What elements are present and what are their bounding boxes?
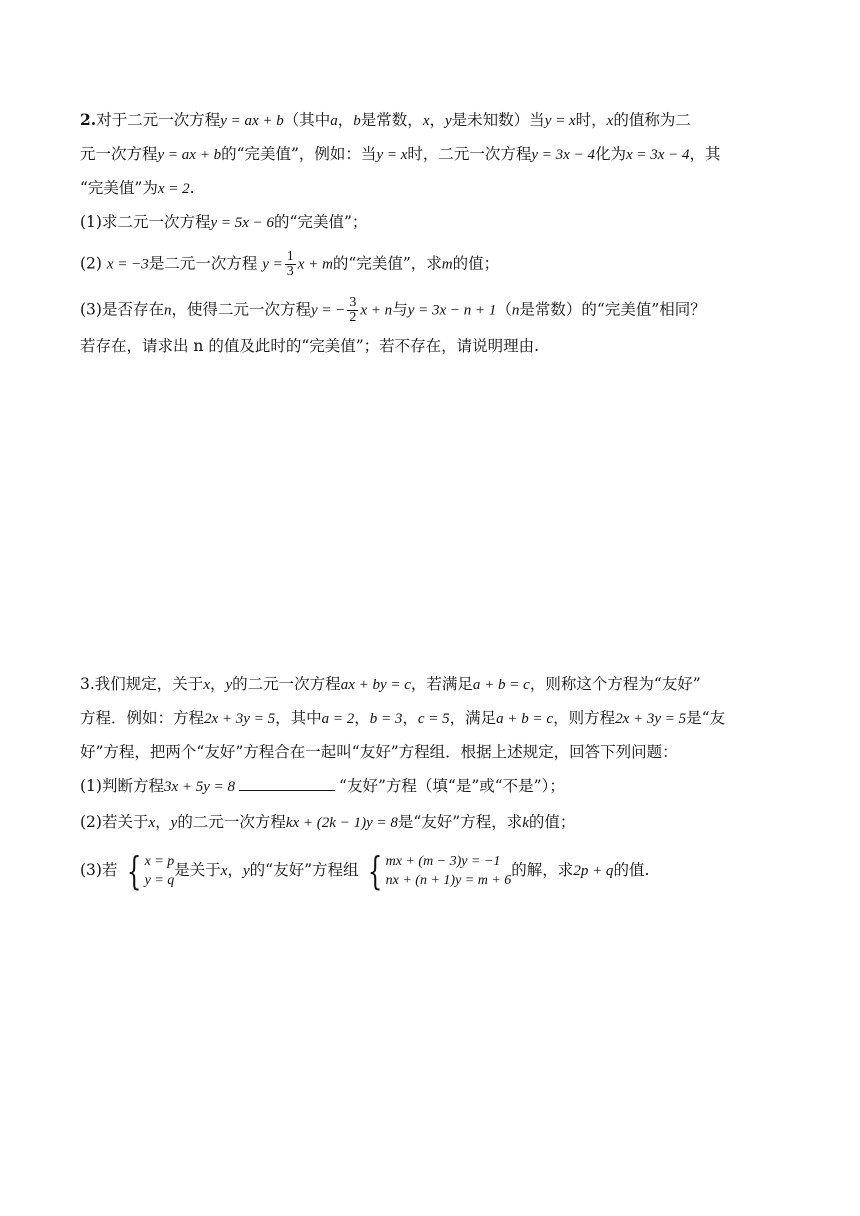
text: ，其	[689, 145, 721, 163]
q3-part2	[80, 810, 784, 835]
equation: b = 3	[369, 711, 403, 727]
q2-line1	[80, 108, 784, 133]
part-number: (1)	[80, 777, 102, 795]
equation: x = −3	[106, 256, 149, 273]
q3-line2	[80, 706, 784, 731]
equation: a = 2	[321, 711, 355, 727]
solution-system	[122, 849, 175, 893]
text: 求二元一次方程	[101, 213, 211, 231]
text: ，	[337, 111, 354, 129]
text: ，则方程	[553, 709, 616, 727]
var: y	[242, 863, 250, 879]
equation: kx + (2k − 1)y = 8	[285, 815, 398, 831]
q2-number: 2.	[80, 110, 97, 129]
text: ，	[429, 111, 445, 129]
left-brace: {	[127, 849, 142, 893]
text: 的值称为二	[613, 111, 691, 129]
part-number: (3)	[80, 300, 102, 319]
text: 对于二元一次方程	[96, 111, 221, 129]
equation: ax + by = c	[340, 677, 411, 693]
numerator: 3	[349, 295, 357, 310]
text: 是“友	[686, 709, 726, 727]
equation: x + n	[360, 302, 393, 319]
text: 若关于	[101, 813, 149, 831]
text: 的“完美值”；	[274, 213, 368, 231]
q3-line3: 好”方程，把两个“友好”方程合在一起叫“友好”方程组．根据上述规定，回答下列问题：	[80, 743, 678, 761]
text: ，其中	[275, 709, 322, 727]
equation: y = x	[544, 113, 576, 129]
text: 是二元一次方程	[148, 254, 258, 273]
text: 的“完美值”，求	[332, 254, 442, 273]
equation: 2x + 3y = 5	[615, 711, 687, 727]
var: m	[441, 256, 453, 273]
denominator: 2	[349, 310, 357, 325]
text: .	[189, 179, 195, 197]
q2-line3	[80, 176, 784, 201]
q3-number: 3.	[80, 675, 95, 693]
var: x	[220, 863, 228, 879]
equation: 3x + 5y = 8	[163, 779, 236, 795]
text: “友好”方程（填“是”或“不是”）；	[339, 777, 565, 795]
text: 是关于	[174, 861, 221, 879]
q2-part2	[80, 250, 784, 279]
text: ，	[402, 709, 418, 727]
var: n	[163, 302, 172, 319]
var: y	[170, 815, 178, 831]
system-row: y = q	[144, 873, 175, 888]
text: 若	[101, 861, 118, 879]
denominator: 3	[286, 264, 294, 279]
equation: a + b = c	[496, 711, 554, 727]
numerator: 1	[286, 249, 294, 264]
equation: x = 3x − 4	[625, 147, 690, 163]
text: “完美值”为	[80, 179, 158, 197]
equation: y = 3x − 4	[531, 147, 595, 163]
text: 是常数）的“完美值”相同？	[519, 300, 706, 319]
text: 的解，求	[511, 861, 574, 879]
var: a	[330, 113, 338, 129]
text: 的二元一次方程	[177, 813, 286, 831]
text: （	[496, 300, 512, 319]
text: ，使得二元一次方程	[171, 300, 311, 319]
text: ，	[227, 861, 243, 879]
q2-line2	[80, 142, 784, 167]
text: 的“完美值”，例如：当	[221, 145, 377, 163]
equation: y = 3x − n + 1	[407, 302, 497, 319]
fraction	[347, 296, 358, 325]
text: 的值；	[452, 254, 500, 273]
var: b	[353, 113, 361, 129]
text: 是“友好”方程，求	[397, 813, 523, 831]
text: 判断方程	[101, 777, 164, 795]
var: y	[225, 677, 233, 693]
text: 的值.	[613, 861, 650, 879]
var: x	[148, 815, 156, 831]
q2-part3	[80, 296, 784, 325]
equation: c = 5	[417, 711, 450, 727]
part-number: (3)	[80, 861, 102, 879]
text: ，则称这个方程为“友好”	[529, 675, 701, 693]
text: 元一次方程	[80, 145, 158, 163]
equation: 2x + 3y = 5	[204, 711, 276, 727]
text: 是常数，	[360, 111, 423, 129]
equation: y = ax + b	[220, 113, 284, 129]
q2-part1	[80, 210, 784, 235]
equation: a + b = c	[472, 677, 530, 693]
text: 的“友好”方程组	[249, 861, 359, 879]
var: y	[445, 113, 452, 129]
text: ，若满足	[410, 675, 473, 693]
text: ，满足	[449, 709, 497, 727]
text: 化为	[594, 145, 626, 163]
answer-blank[interactable]	[239, 776, 335, 791]
text: 是未知数）当	[451, 111, 545, 129]
text: 我们规定，关于	[94, 675, 204, 693]
text: 方程．例如：方程	[80, 709, 205, 727]
equation-system	[363, 849, 512, 893]
part-number: (1)	[80, 213, 102, 231]
equation: y =	[262, 256, 283, 273]
var: x	[422, 113, 430, 129]
part-number: (2)	[80, 254, 102, 273]
text: ，	[155, 813, 171, 831]
q3-line1	[80, 672, 784, 697]
text: 的二元一次方程	[232, 675, 341, 693]
fraction	[285, 250, 296, 279]
var: n	[511, 302, 520, 319]
system-row: nx + (n + 1)y = m + 6	[385, 873, 512, 888]
text: 的值；	[528, 813, 576, 831]
text: 时，	[575, 111, 607, 129]
system-row: x = p	[144, 854, 175, 869]
var: x	[203, 677, 210, 693]
equation: x = 2	[157, 181, 190, 197]
system-row: mx + (m − 3)y = −1	[385, 854, 501, 869]
text: （其中	[283, 111, 331, 129]
var: k	[522, 815, 529, 831]
var: x	[606, 113, 614, 129]
text: 与	[392, 300, 408, 319]
q3-part1	[80, 774, 784, 799]
text: 是否存在	[101, 300, 164, 319]
equation: y = x	[376, 147, 408, 163]
part-number: (2)	[80, 813, 102, 831]
q2-part3-cont: 若存在，请求出 n 的值及此时的“完美值”；若不存在，请说明理由.	[80, 337, 540, 355]
text: 时，二元一次方程	[407, 145, 532, 163]
q3-part3	[80, 849, 784, 893]
equation: y = 5x − 6	[210, 215, 275, 231]
text: ，	[354, 709, 370, 727]
equation: 2p + q	[573, 863, 614, 879]
left-brace: {	[368, 849, 383, 893]
equation: y = −	[311, 302, 346, 319]
text: ，	[209, 675, 226, 693]
equation: y = ax + b	[157, 147, 222, 163]
equation: x + m	[297, 256, 333, 273]
